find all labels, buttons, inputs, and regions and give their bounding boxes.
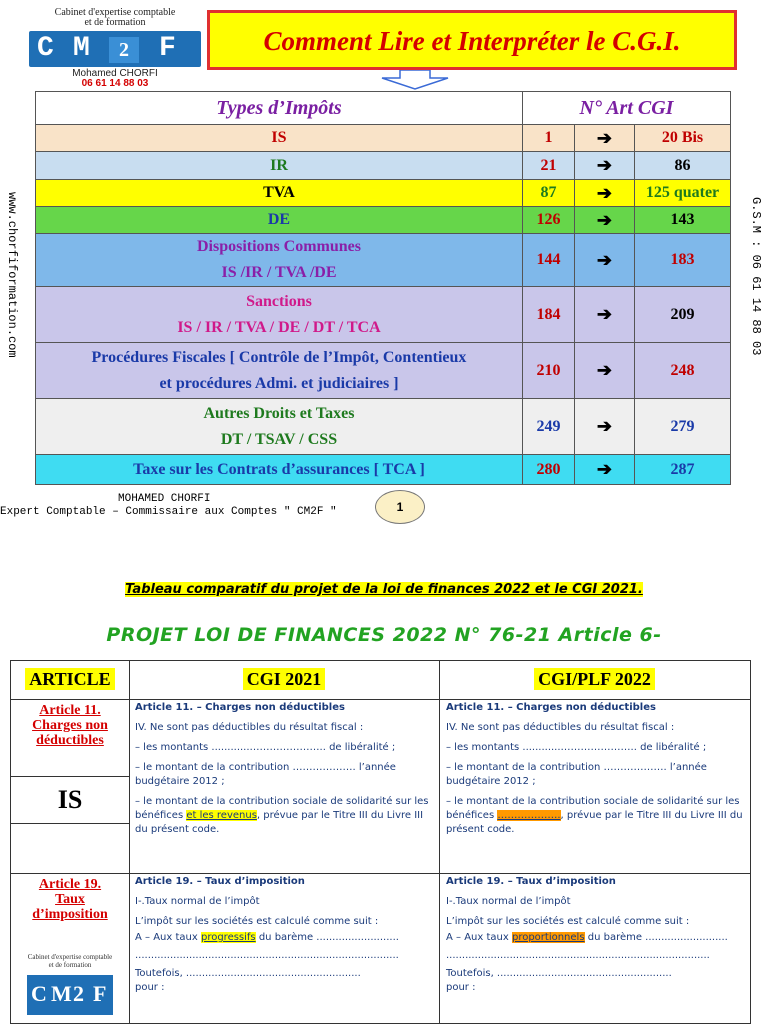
col-plf-label: CGI/PLF 2022 xyxy=(534,668,655,690)
article-to-cell: 20 Bis xyxy=(634,125,730,152)
logo-letters-box xyxy=(29,31,201,67)
tax-type-cell: Sanctions IS / IR / TVA / DE / DT / TCA xyxy=(36,287,523,343)
tax-type-cell: Autres Droits et Taxes DT / TSAV / CSS xyxy=(36,399,523,455)
col-cgi-label: CGI 2021 xyxy=(243,668,326,690)
cgi-table-body xyxy=(36,125,731,485)
arrow-right-icon: ➔ xyxy=(574,152,634,180)
logo-phone: 06 61 14 88 03 xyxy=(81,78,149,89)
signature-name: MOHAMED CHORFI xyxy=(118,493,211,505)
cgi-art11-iv: IV. Ne sont pas déductibles du résultat fiscal : xyxy=(135,722,364,733)
small-logo-letters xyxy=(27,975,113,1015)
down-arrow-icon xyxy=(370,70,460,90)
cgi-art19-highlight: progressifs xyxy=(200,932,256,943)
article-19-label: Article 19. Taux d’imposition xyxy=(32,877,108,922)
cgi-art19-heading: Article 19. – Taux d’imposition xyxy=(135,876,305,887)
plf-art19-heading: Article 19. – Taux d’imposition xyxy=(446,876,616,887)
small-logo-line-2: et de formation xyxy=(48,961,92,969)
arrow-right-icon: ➔ xyxy=(574,207,634,234)
article-from-cell: 1 xyxy=(522,125,574,152)
cgi-art11-l3 xyxy=(135,795,433,837)
signature xyxy=(0,493,440,519)
plf-art19-highlight: proportionnels xyxy=(511,932,585,943)
article-from-cell: 126 xyxy=(522,207,574,234)
col-divider-2 xyxy=(439,661,440,1023)
article-from-cell: 210 xyxy=(522,343,574,399)
tax-type-cell: TVA xyxy=(36,180,523,207)
article-from-cell: 21 xyxy=(522,152,574,180)
col-plf-header xyxy=(439,669,750,697)
cgi-art19-i: I-.Taux normal de l’impôt xyxy=(135,896,260,907)
cm2f-small-logo xyxy=(27,953,113,1025)
article-from-cell: 144 xyxy=(522,234,574,287)
arrow-right-icon: ➔ xyxy=(574,125,634,152)
plf-art19-i: I-.Taux normal de l’impôt xyxy=(446,896,571,907)
logo-letter-c: C xyxy=(37,33,54,64)
tax-type-cell: Taxe sur les Contrats d’assurances [ TCA ] xyxy=(36,455,523,485)
header-types: Types d’Impôts xyxy=(36,92,523,125)
cgi-articles-table xyxy=(35,91,731,485)
tax-type-cell: Procédures Fiscales [ Contrôle de l’Impôt, Contentieux et procédures Admi. et judiciaires ] xyxy=(36,343,523,399)
col-article-header xyxy=(11,669,129,697)
plf-title: PROJET LOI DE FINANCES 2022 N° 76-21 Article 6- xyxy=(106,624,662,646)
website-text: www.chorfiformation.com xyxy=(5,192,19,358)
table-row xyxy=(36,125,731,152)
plf-art19-toutefois: Toutefois, ....................................................... xyxy=(446,968,672,979)
plf-2022-article-11 xyxy=(446,701,744,843)
arrow-right-icon: ➔ xyxy=(574,180,634,207)
tax-type-cell: IS xyxy=(36,125,523,152)
plf-art19-a-start: A – Aux taux xyxy=(446,932,512,943)
article-11-label: Article 11. Charges non déductibles xyxy=(32,703,108,748)
cgi-art11-l1: – les montants ............………………….. de libéralité ; xyxy=(135,742,396,753)
cgi-art19-pour: pour : xyxy=(135,982,165,993)
tax-type-cell: Dispositions Communes IS /IR / TVA /DE xyxy=(36,234,523,287)
cgi-2021-article-19 xyxy=(135,875,433,1001)
article-to-cell: 125 quater xyxy=(634,180,730,207)
cgi-art11-heading: Article 11. – Charges non déductibles xyxy=(135,702,345,713)
cgi-art11-l3b: , prévue par le Titre III du Livre III du présent code. xyxy=(135,810,424,835)
logo-letter-2: 2 xyxy=(109,37,139,63)
table-row xyxy=(36,287,731,343)
table-row xyxy=(36,343,731,399)
subtitle-text: Tableau comparatif du projet de la loi de finances 2022 et le CGI 2021. xyxy=(125,582,643,597)
article-to-cell: 279 xyxy=(634,399,730,455)
gsm-vertical xyxy=(746,197,766,370)
cgi-art19-a-end: du barème .......................... xyxy=(255,932,399,943)
plf-art11-l3 xyxy=(446,795,744,837)
article-to-cell: 86 xyxy=(634,152,730,180)
col-divider-1 xyxy=(129,661,130,1023)
comparison-table xyxy=(10,660,751,1024)
cgi-art19-a xyxy=(135,931,433,945)
logo-owner: Mohamed CHORFI xyxy=(72,68,158,79)
page-title: Comment Lire et Interpréter le C.G.I. xyxy=(263,26,681,56)
arrow-right-icon: ➔ xyxy=(574,234,634,287)
article-to-cell: 209 xyxy=(634,287,730,343)
row-divider xyxy=(11,873,750,874)
cgi-art11-highlight: et les revenus xyxy=(186,810,257,821)
table-row xyxy=(36,207,731,234)
plf-art19-a-end: du barème .......................... xyxy=(584,932,728,943)
article-from-cell: 184 xyxy=(522,287,574,343)
plf-2022-article-19 xyxy=(446,875,744,1001)
small-logo-c: C xyxy=(31,981,47,1006)
cgi-art19-dots: ................................................................................... xyxy=(135,950,399,961)
logo-line-2: et de formation xyxy=(84,17,146,28)
website-vertical xyxy=(2,190,22,390)
table-row xyxy=(36,234,731,287)
tax-is-label: IS xyxy=(11,776,129,824)
arrow-right-icon: ➔ xyxy=(574,343,634,399)
cgi-art11-l3a: – le montant de la contribution sociale de solidarité sur les bénéfices xyxy=(135,796,429,821)
table-header-row xyxy=(36,92,731,125)
small-logo-2: 2 xyxy=(73,981,84,1006)
plf-art19-calc: L’impôt sur les sociétés est calculé comme suit : xyxy=(446,916,690,927)
col-article-label: ARTICLE xyxy=(25,668,114,690)
plf-art19-pour: pour : xyxy=(446,982,476,993)
signature-role: Expert Comptable – Commissaire aux Comptes " CM2F " xyxy=(0,506,337,518)
arrow-right-icon: ➔ xyxy=(574,455,634,485)
cgi-art19-toutefois: Toutefois, ....................................................... xyxy=(135,968,361,979)
cm2f-logo xyxy=(25,8,205,92)
logo-line-1: Cabinet d'expertise comptable xyxy=(54,7,176,18)
article-from-cell: 280 xyxy=(522,455,574,485)
article-to-cell: 248 xyxy=(634,343,730,399)
table-row xyxy=(36,399,731,455)
cgi-2021-article-11 xyxy=(135,701,433,843)
gsm-text: G.S.M : 06 61 14 88 03 xyxy=(749,197,763,356)
small-logo-line-1: Cabinet d'expertise comptable xyxy=(27,953,113,961)
table-row xyxy=(36,152,731,180)
logo-letter-f: F xyxy=(159,33,176,64)
plf-art11-l3b: , prévue par le Titre III du Livre III du présent code. xyxy=(446,810,743,835)
small-logo-f: F xyxy=(93,981,107,1006)
plf-art19-a xyxy=(446,931,744,945)
article-to-cell: 143 xyxy=(634,207,730,234)
article-to-cell: 183 xyxy=(634,234,730,287)
cgi-art19-a-start: A – Aux taux xyxy=(135,932,201,943)
tax-type-cell: IR xyxy=(36,152,523,180)
arrow-right-icon: ➔ xyxy=(574,287,634,343)
page-number-badge: 1 xyxy=(375,490,425,524)
plf-art11-heading: Article 11. – Charges non déductibles xyxy=(446,702,656,713)
article-from-cell: 87 xyxy=(522,180,574,207)
plf-art19-dots: ................................................................................... xyxy=(446,950,710,961)
comparison-subtitle xyxy=(0,580,768,598)
small-logo-m: M xyxy=(51,981,72,1006)
plf-art11-l1: – les montants ............………………….. de libéralité ; xyxy=(446,742,707,753)
article-from-cell: 249 xyxy=(522,399,574,455)
article-to-cell: 287 xyxy=(634,455,730,485)
header-art: N° Art CGI xyxy=(522,92,730,125)
col-cgi-header xyxy=(129,669,439,697)
arrow-right-icon: ➔ xyxy=(574,399,634,455)
table-row xyxy=(36,455,731,485)
title-box xyxy=(207,10,737,70)
header-divider xyxy=(11,699,750,700)
plf-art11-l2: – le montant de la contribution ………………. l’année budgétaire 2012 ; xyxy=(446,762,707,787)
plf-art11-iv: IV. Ne sont pas déductibles du résultat fiscal : xyxy=(446,722,675,733)
logo-letter-m: M xyxy=(73,33,90,64)
plf-art11-highlight: ………………. xyxy=(497,810,561,821)
tax-type-cell: DE xyxy=(36,207,523,234)
plf-art11-l3a: – le montant de la contribution sociale de solidarité sur les bénéfices xyxy=(446,796,740,821)
cgi-art11-l2: – le montant de la contribution ………………. l’année budgétaire 2012 ; xyxy=(135,762,396,787)
cgi-art19-calc: L’impôt sur les sociétés est calculé comme suit : xyxy=(135,916,379,927)
table-row xyxy=(36,180,731,207)
